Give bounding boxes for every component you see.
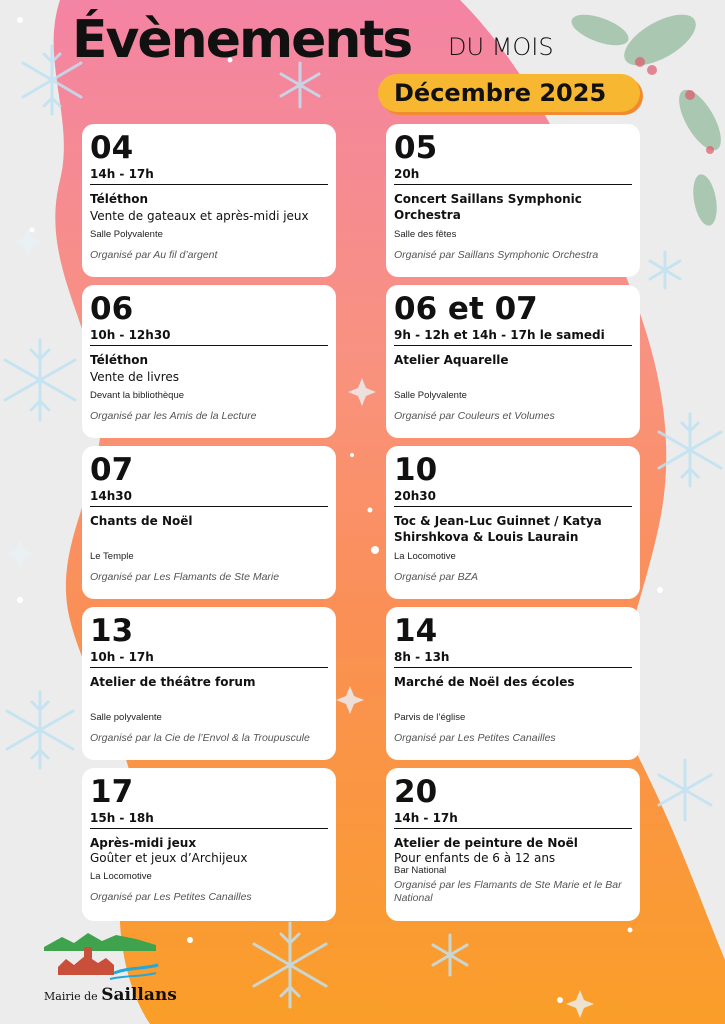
event-date: 06 (90, 291, 134, 327)
event-date: 17 (90, 774, 134, 810)
event-card (82, 285, 336, 438)
event-place: Parvis de l’église (394, 712, 466, 723)
event-date: 06 et 07 (394, 291, 538, 327)
event-place: Salle des fêtes (394, 229, 457, 240)
event-organizer: Organisé par Saillans Symphonic Orchestra (394, 249, 599, 261)
event-description-empty (394, 370, 632, 388)
event-title: Après-midi jeux (90, 836, 197, 850)
event-organizer: Organisé par Couleurs et Volumes (394, 410, 555, 422)
event-organizer: Organisé par les Flamants de Ste Marie et le Bar National (394, 879, 622, 904)
event-description: Pour enfants de 6 à 12 ans (394, 851, 556, 865)
event-card (386, 446, 640, 599)
event-date: 10 (394, 452, 438, 488)
event-organizer: Organisé par Les Petites Canailles (394, 732, 556, 744)
event-time: 14h - 17h (90, 168, 328, 185)
event-time: 10h - 12h30 (90, 329, 328, 346)
event-place: La Locomotive (90, 871, 152, 882)
event-time: 14h30 (90, 490, 328, 507)
event-card (82, 768, 336, 921)
event-card (386, 768, 640, 921)
event-place: Salle Polyvalente (394, 390, 467, 401)
logo-text (44, 985, 177, 1005)
event-time: 15h - 18h (90, 812, 328, 829)
event-organizer: Organisé par Au fil d’argent (90, 249, 218, 261)
event-card (82, 607, 336, 760)
event-time: 8h - 13h (394, 651, 632, 668)
event-date: 14 (394, 613, 438, 649)
event-place: Le Temple (90, 551, 134, 562)
event-description: Vente de livres (90, 370, 180, 384)
event-description-empty (394, 692, 632, 710)
event-time: 9h - 12h et 14h - 17h le samedi (394, 329, 632, 346)
event-description-empty (90, 531, 328, 549)
logo-name: Saillans (101, 985, 177, 1005)
event-organizer: Organisé par Les Flamants de Ste Marie (90, 571, 280, 583)
month-label: Décembre 2025 (394, 79, 607, 107)
event-place: Salle polyvalente (90, 712, 162, 723)
event-place: Salle Polyvalente (90, 229, 163, 240)
event-title: Téléthon (90, 192, 149, 206)
event-title: Atelier de théâtre forum (90, 675, 256, 689)
event-organizer: Organisé par Les Petites Canailles (90, 891, 252, 903)
event-time: 20h30 (394, 490, 632, 507)
event-card (82, 124, 336, 277)
event-title: Concert Saillans Symphonic Orchestra (394, 192, 582, 222)
event-time: 10h - 17h (90, 651, 328, 668)
event-description-empty (90, 692, 328, 710)
event-title: Atelier de peinture de Noël (394, 836, 578, 850)
event-date: 13 (90, 613, 134, 649)
event-place: Devant la bibliothèque (90, 390, 185, 401)
event-date: 05 (394, 130, 438, 166)
logo-prefix: Mairie de (44, 990, 98, 1003)
event-description: Vente de gateaux et après-midi jeux (90, 209, 309, 223)
event-title: Téléthon (90, 353, 149, 367)
event-organizer: Organisé par la Cie de l’Envol & la Troupuscule (90, 732, 310, 744)
event-organizer: Organisé par les Amis de la Lecture (90, 410, 257, 422)
event-date: 04 (90, 130, 134, 166)
event-organizer: Organisé par BZA (394, 571, 479, 583)
event-card (82, 446, 336, 599)
event-card (386, 607, 640, 760)
event-card (386, 124, 640, 277)
event-date: 07 (90, 452, 134, 488)
event-description: Goûter et jeux d’Archijeux (90, 851, 248, 865)
event-title: Toc & Jean-Luc Guinnet / Katya Shirshkova & Louis Laurain (394, 514, 602, 544)
event-place: La Locomotive (394, 551, 456, 562)
event-title: Atelier Aquarelle (394, 353, 509, 367)
event-date: 20 (394, 774, 438, 810)
event-time: 14h - 17h (394, 812, 632, 829)
event-card (386, 285, 640, 438)
event-title: Chants de Noël (90, 514, 193, 528)
event-time: 20h (394, 168, 632, 185)
page-subtitle: DU MOIS (448, 33, 554, 61)
page-title: Évènements (72, 10, 412, 70)
event-place: Bar National (394, 865, 447, 876)
event-title: Marché de Noël des écoles (394, 675, 575, 689)
